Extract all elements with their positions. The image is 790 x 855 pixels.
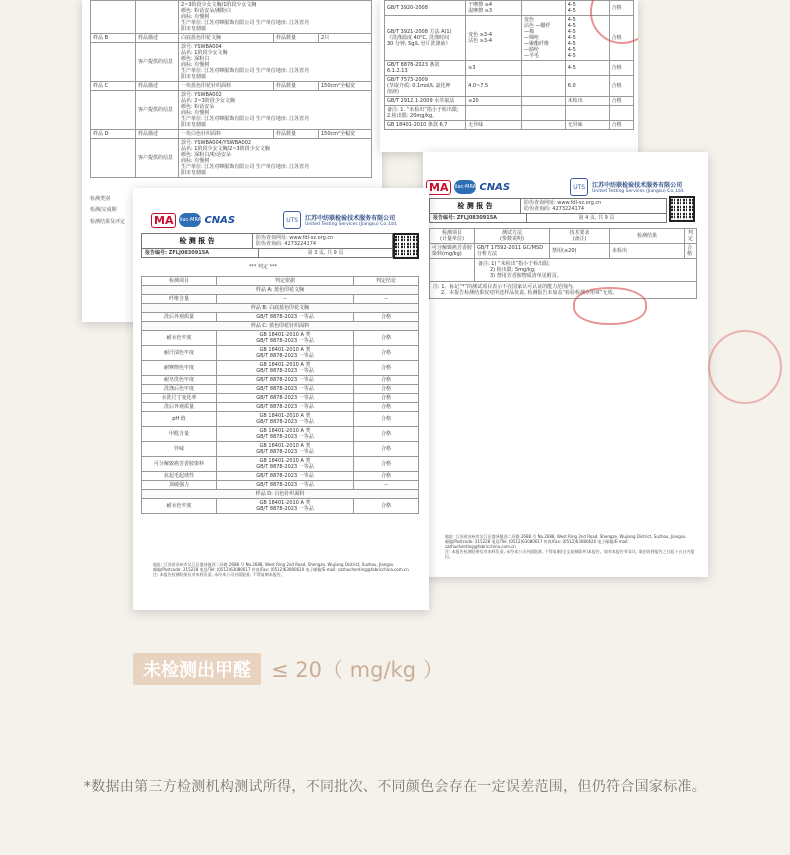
cell-item: 可分解致癌芳香胺染料 [142, 457, 217, 472]
page-number: 第 4 页, 共 9 页 [578, 215, 615, 221]
cell-basis: GB 18401-2010 A 类 GB/T 8878-2023 一等品 [217, 331, 354, 346]
cell-basis: GB/T 8878-2023 一等品 [217, 472, 354, 481]
table-row [91, 130, 372, 139]
result-cell: GB/T 3921-2008 方法 A(1) 《洗涤温度 40°C, 洗涤时间 30 分钟, 5g/L 皂片洗涤液》 [385, 16, 466, 61]
col-header-requirement: 技术要求 (备注) [569, 230, 590, 242]
table-row [142, 331, 419, 346]
remark-line: 3) 禁用芳香胺物质清单见附页。 [490, 273, 562, 279]
result-cell: 4.0~7.5 [466, 76, 522, 97]
table-row [142, 385, 419, 394]
result-cell: 无异味 [565, 121, 609, 130]
cell-basis: GB 18401-2010 A 类 GB/T 8878-2023 一等品 [217, 499, 354, 514]
ilac-logo: ilac-MRA [454, 180, 476, 194]
table-row [142, 376, 419, 385]
footer-label: 检测类别 [90, 196, 111, 202]
result-cell: GB/T 3920-2008 [385, 1, 466, 16]
cell-item: 纤维含量 [142, 295, 217, 304]
table-row [142, 427, 419, 442]
note-line: 注: 1、标记“*”的测试项目表示不在国家认可认证的能力范围内; [433, 284, 574, 290]
cell-conclusion: -- [354, 481, 419, 490]
desc-value: 白底蓝色印花文胸 [179, 34, 274, 43]
cell-item: 水洗尺寸变化率 [142, 394, 217, 403]
section-label: 样品 D: 白色针织面料 [142, 490, 419, 499]
section-row [142, 286, 419, 295]
formaldehyde-caption [133, 653, 444, 685]
section-row [142, 304, 419, 313]
table-row [142, 313, 419, 322]
result-cell: 干摩擦 ≥4 湿摩擦 ≥3 [466, 1, 522, 16]
client-info-label: 客户提供的信息 [136, 91, 179, 130]
col-header-basis: 判定依据 [217, 277, 354, 286]
cnas-logo: CNAS [204, 214, 236, 226]
cell-basis: GB/T 8878-2023 一等品 [217, 385, 354, 394]
table-row [142, 403, 419, 412]
info-line: 生产单位: 江苏对峰服饰有限公司 生产单位地址: 江苏省丹 [181, 68, 310, 74]
footer-label: 检测/完成期 [90, 207, 117, 213]
result-cell: GB/T 2912.1-2009 水萃取法 [385, 97, 466, 106]
cell-basis: GB 18401-2010 A 类 GB/T 8878-2023 一等品 [217, 346, 354, 361]
cell-basis: GB 18401-2010 A 类 GB/T 8878-2023 一等品 [217, 442, 354, 457]
cell-item: 洗后外观质量 [142, 403, 217, 412]
result-cell [521, 1, 565, 16]
info-line: 生产单位: 江苏对峰服饰有限公司 生产单位地址: 江苏省丹 [181, 164, 310, 170]
cell-result: 未检出 [610, 244, 685, 259]
result-cell: 合格 [609, 121, 633, 130]
query-code: 防伪查询码: 4273224174 [256, 241, 317, 247]
result-cell: 合格 [609, 61, 633, 76]
company-name-cn: 江苏中纺联检验技术服务有限公司 [305, 215, 396, 222]
cell-item: 耐汗渍色牢度 [142, 346, 217, 361]
report-title-block [429, 198, 667, 223]
result-cell: 4-5 [565, 61, 609, 76]
cell-requirement: 禁用(≤20) [550, 244, 610, 259]
remark-line: 备注: 1) “未检出”指小于检出限; [478, 261, 550, 267]
col-header-method: 测试方法 (参数说明) [500, 230, 524, 242]
red-seal-stamp [573, 287, 647, 325]
footer-label: 检测结果及评定 [90, 219, 126, 225]
cell-basis: GB 18401-2010 A 类 GB/T 8878-2023 一等品 [217, 412, 354, 427]
table-row [91, 1, 372, 34]
result-cell [466, 106, 522, 121]
cell-item: 耐皂洗色牢度 [142, 376, 217, 385]
info-line: 商标: 有慢树 [181, 62, 210, 68]
table-row [142, 481, 419, 490]
result-cell: 合格 [609, 97, 633, 106]
result-cell [521, 76, 565, 97]
cell-conclusion: 合格 [354, 472, 419, 481]
result-cell: 4-5 4-5 [565, 1, 609, 16]
cell-basis: GB/T 8878-2023 一等品 [217, 403, 354, 412]
desc-value: 一块白色针织面料 [179, 130, 274, 139]
cell-judgement: 合格 [685, 244, 697, 259]
info-line: 阳市皇塘镇 [181, 122, 207, 128]
result-cell: 合格 [609, 16, 633, 61]
footer-line: 注: 本报告检测结果仅对来样负责, 未经本公司书面批准, 不得复制本报告。 [153, 572, 285, 577]
footer-line: 注: 本报告检测结果仅对来样负责, 未经本公司书面批准, 不得复制(全文复制除外)本报告。如对本报告有异议, 请在收到报告之日起十五日内提出。 [445, 549, 695, 559]
sample-label: 样品 B [91, 34, 136, 43]
footer-line: 地址: 江苏省苏州市吴江区盛泽镇西二环路 2688 号 No.2688, West Ring 2nd Road, Shengze, Wujiang District, Suzhou, Jiangsu [153, 562, 394, 567]
cell-conclusion: 合格 [354, 427, 419, 442]
info-line: 款号: YSWBA004/YSWBA002 [181, 140, 252, 146]
section-row [142, 322, 419, 331]
footer-line: 邮编/Postcode: 215228 电话/Tel: (0512)63080617 传真/Fax: (0512)63080620 电子邮箱/E-mail: szzhuchenting@fabricchina.com.cn [153, 567, 409, 572]
table-row [142, 412, 419, 427]
company-name-en: United Testing Services (Jiangsu) Co.,Ltd. [592, 189, 685, 194]
table-row [91, 43, 372, 82]
sample-info-table [90, 0, 372, 178]
cell-conclusion: 合格 [354, 331, 419, 346]
cell-basis: GB 18401-2010 A 类 GB/T 8878-2023 一等品 [217, 427, 354, 442]
query-code: 防伪查询码: 4273224174 [524, 206, 585, 212]
cell-basis: GB 18401-2010 A 类 GB/T 8878-2023 一等品 [217, 457, 354, 472]
section-label: 样品 A: 蓝色印花文胸 [142, 286, 419, 295]
info-line: 生产单位: 江苏对峰服饰有限公司 生产单位地址: 江苏省丹 [181, 116, 310, 122]
table-row [385, 76, 634, 97]
count-value: 2只 [319, 34, 372, 43]
result-cell: 4-5 4-5 4-5 4-5 4-5 4-5 4-5 [565, 16, 609, 61]
test-results-table [429, 228, 697, 299]
table-row [91, 91, 372, 130]
section-row [142, 490, 419, 499]
cell-item: 耐摩擦色牢度 [142, 361, 217, 376]
report-footer [153, 562, 415, 577]
report-number: 报告编号: ZFLJ0830915A [142, 249, 259, 257]
company-name-cn: 江苏中纺联检验技术服务有限公司 [592, 182, 683, 189]
judgement-subtitle: *** 判定 *** [248, 264, 278, 270]
count-value: 150cm²全幅宽 [319, 82, 372, 91]
company-name-en: United Testing Services (Jiangsu) Co.,Ltd. [305, 222, 398, 227]
cell-item: pH 值 [142, 412, 217, 427]
client-info-label: 客户提供的信息 [136, 43, 179, 82]
info-line: 品名: 1阶段少女文胸 [181, 50, 228, 56]
cell-basis: GB/T 8878-2023 一等品 [217, 394, 354, 403]
result-cell [521, 61, 565, 76]
result-cell: 合格 [609, 1, 633, 16]
report-page-back-right [380, 0, 638, 152]
table-row [91, 82, 372, 91]
query-url: 防伪查询网址: www.fdl-sz.org.cn [524, 200, 602, 206]
cell-item: 甲醛含量 [142, 427, 217, 442]
count-label: 样品数量 [274, 34, 319, 43]
cell-conclusion: 合格 [354, 376, 419, 385]
report-header [151, 208, 426, 232]
info-line: 颜色: 深粉白/粉话安朵 [181, 152, 231, 158]
cell-basis: GB/T 8878-2023 一等品 [217, 313, 354, 322]
footer-line: 邮编/Postcode: 215228 电话/Tel: (0512)63080617 传真/Fax: (0512)63080620 电子邮箱/E-mail: szzhuchenting@fabricchina.com.cn [445, 539, 629, 549]
cell-conclusion: 合格 [354, 394, 419, 403]
result-cell [521, 121, 565, 130]
qr-code [669, 196, 695, 222]
result-cell [565, 106, 609, 121]
info-line: 阳市皇塘镇 [181, 26, 207, 32]
result-cell: GB/T 7573-2009 (萃取介质: 0.1mol/L 氯化钾 溶液) [385, 76, 466, 97]
table-row [142, 457, 419, 472]
cell-basis: GB/T 8878-2023 一等品 [217, 376, 354, 385]
info-line: 颜色: 粉话安朵/潮粉白 [181, 8, 231, 14]
result-cell: ≥3 [466, 61, 522, 76]
info-line: 款号: YSWBA004 [181, 44, 222, 50]
table-row [385, 106, 634, 121]
red-seal-stamp [708, 330, 782, 404]
cnas-logo: CNAS [479, 181, 511, 193]
info-line: 商标: 有慢树 [181, 110, 210, 116]
cell-method: GB/T 17592-2011 GC/MSD 分析方法 [475, 244, 550, 259]
result-cell: 备注: 1. “未检出”指小于检出限; 2.检出限: 20mg/kg。 [385, 106, 466, 121]
cell-conclusion: 合格 [354, 499, 419, 514]
table-row [385, 121, 634, 130]
report-footer [445, 534, 695, 559]
cell-conclusion: -- [354, 295, 419, 304]
table-row [142, 499, 419, 514]
result-cell: 未检出 [565, 97, 609, 106]
table-row [91, 34, 372, 43]
cell-item: 耐水色牢度 [142, 499, 217, 514]
report-title: 检 测 报 告 [142, 234, 253, 248]
table-row [91, 139, 372, 178]
sample-label: 样品 D [91, 130, 136, 139]
remark-line: 2) 检出限: 5mg/kg; [490, 267, 536, 273]
cell-basis: -- [217, 295, 354, 304]
judgement-table [141, 276, 419, 514]
cell-item: 洗后外观质量 [142, 313, 217, 322]
result-cell: 合格 [609, 76, 633, 97]
result-cell [521, 106, 565, 121]
cell-basis: GB/T 8878-2023 一等品 [217, 481, 354, 490]
result-cell: 无异味 [466, 121, 522, 130]
result-cell: GB 18401-2010 条款 6.7 [385, 121, 466, 130]
client-info-label: 客户提供的信息 [136, 139, 179, 178]
cell-conclusion: 合格 [354, 457, 419, 472]
cell-item: 抗起毛起球性 [142, 472, 217, 481]
info-line: 阳市皇塘镇 [181, 74, 207, 80]
table-row [142, 442, 419, 457]
result-cell: 变色 沾色 —醋纤 —棉 —锦纶 —聚酯纤维 —腈纶 —羊毛 [521, 16, 565, 61]
count-value: 150cm²全幅宽 [319, 130, 372, 139]
footer-line: 地址: 江苏省苏州市吴江区盛泽镇西二环路 2688 号 No.2688, West Ring 2nd Road, Shengze, Wujiang District, Suzhou, Jiangsu [445, 534, 686, 539]
report-number: 报告编号: ZFLJ0830915A [430, 214, 527, 222]
count-label: 样品数量 [274, 82, 319, 91]
table-row [142, 394, 419, 403]
cell-conclusion: 合格 [354, 412, 419, 427]
ma-logo: MA [426, 180, 451, 195]
cell-conclusion: 合格 [354, 346, 419, 361]
info-line: 2~3阶段少女文胸/1阶段少女文胸 [181, 2, 257, 8]
note-line: 2、本报告检测结果仅对所送样品负责, 检测报告未加盖“检验检测专用章”无效。 [441, 290, 618, 296]
info-line: 款号: YSWBA002 [181, 92, 222, 98]
col-header-judgement: 判定 [687, 230, 693, 242]
col-header-item: 检测项目 [142, 277, 217, 286]
desc-label: 样品描述 [136, 82, 179, 91]
info-line: 品名: 1阶段少女文胸/2~3阶段少女文胸 [181, 146, 270, 152]
col-header-conclusion: 判定结论 [354, 277, 419, 286]
ilac-logo: ilac-MRA [179, 213, 201, 227]
cell-basis: GB 18401-2010 A 类 GB/T 8878-2023 一等品 [217, 361, 354, 376]
result-cell: ≤20 [466, 97, 522, 106]
caption-value: ≤ 20（ mg/kg ） [271, 658, 444, 682]
caption-badge: 未检测出甲醛 [133, 653, 261, 685]
cell-conclusion: 合格 [354, 361, 419, 376]
page-number: 第 3 页, 共 9 页 [307, 250, 344, 256]
cell-item: 洗涤后色牢度 [142, 385, 217, 394]
report-title-block [141, 233, 393, 258]
cell-conclusion: 合格 [354, 313, 419, 322]
result-cell [609, 106, 633, 121]
table-row [142, 346, 419, 361]
result-cell: GB/T 8878-2023 条款 6.1.2.13 [385, 61, 466, 76]
qr-code [393, 233, 419, 259]
query-url: 防伪查询网址: www.fdl-sz.org.cn [256, 235, 334, 241]
info-line: 商标: 有慢树 [181, 158, 210, 164]
info-line: 商标: 有慢树 [181, 14, 210, 20]
table-row [385, 61, 634, 76]
desc-label: 样品描述 [136, 34, 179, 43]
info-line: 品名: 2~3阶段少女文胸 [181, 98, 235, 104]
result-cell: 变色 ≥3-4 沾色 ≥3-4 [466, 16, 522, 61]
report-page-front-left [133, 188, 429, 610]
result-cell: 6.0 [565, 76, 609, 97]
cell-conclusion: 合格 [354, 385, 419, 394]
result-cell [521, 97, 565, 106]
report-header [426, 175, 706, 199]
table-row [385, 97, 634, 106]
table-row [430, 244, 697, 259]
count-label: 样品数量 [274, 130, 319, 139]
cell-item: 异味 [142, 442, 217, 457]
cell-conclusion: 合格 [354, 403, 419, 412]
uts-logo-icon: UTS [570, 178, 588, 196]
section-label: 样品 C: 蓝色印花针织面料 [142, 322, 419, 331]
section-label: 样品 B: 白底蓝色印花文胸 [142, 304, 419, 313]
cell-item: 可分解致癌芳香胺染料(mg/kg) [430, 244, 475, 259]
info-line: 阳市皇塘镇 [181, 170, 207, 176]
info-line: 生产单位: 江苏对峰服饰有限公司 生产单位地址: 江苏省丹 [181, 20, 310, 26]
desc-value: 一块蓝色印花针织面料 [179, 82, 274, 91]
cell-item: 耐水色牢度 [142, 331, 217, 346]
cell-conclusion: 合格 [354, 442, 419, 457]
cell-item: 顶破强力 [142, 481, 217, 490]
col-header-item: 检测项目 (计量单位) [440, 230, 464, 242]
report-page-front-right [423, 152, 708, 577]
client-info-label [136, 1, 179, 34]
table-row [142, 295, 419, 304]
report-title: 检 测 报 告 [430, 199, 521, 213]
info-line: 颜色: 粉话安朵 [181, 104, 215, 110]
col-header-result: 检测结果 [636, 233, 657, 239]
info-line: 颜色: 深粉白 [181, 56, 210, 62]
disclaimer-note: *数据由第三方检测机构测试所得，不同批次、不同颜色会存在一定误差范围，但仍符合国家标准。 [83, 779, 707, 795]
table-row [142, 361, 419, 376]
desc-label: 样品描述 [136, 130, 179, 139]
ma-logo: MA [151, 213, 176, 228]
sample-label: 样品 C [91, 82, 136, 91]
table-row [142, 472, 419, 481]
uts-logo-icon: UTS [283, 211, 301, 229]
